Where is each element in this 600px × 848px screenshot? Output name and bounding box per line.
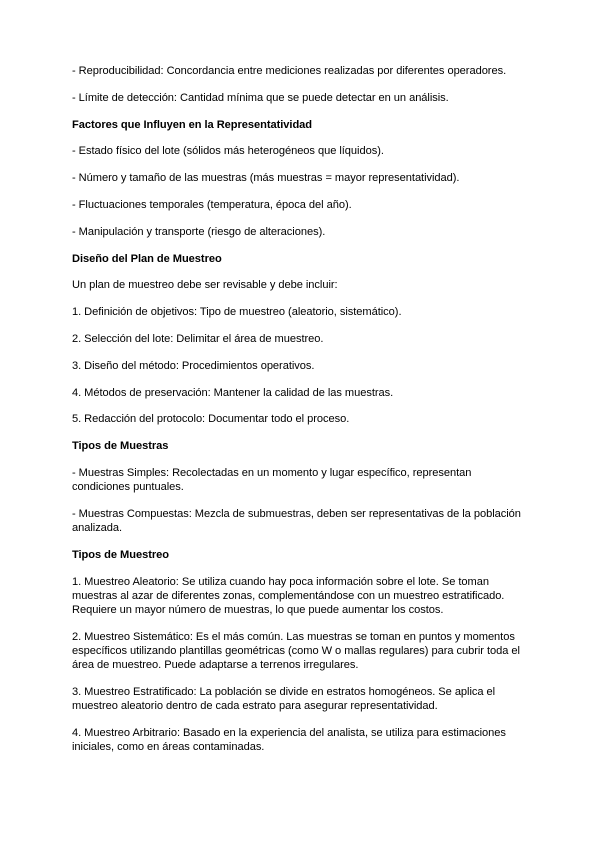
- paragraph-muestras-compuestas: - Muestras Compuestas: Mezcla de submuestras, deben ser representativas de la población analizada.: [72, 507, 521, 535]
- paragraph-muestreo-arbitrario: 4. Muestreo Arbitrario: Basado en la experiencia del analista, se utiliza para estimaciones iniciales, como en áreas contaminadas.: [72, 727, 506, 754]
- heading-diseno-plan: Diseño del Plan de Muestreo: [72, 252, 222, 265]
- paragraph-limite-deteccion: - Límite de detección: Cantidad mínima que se puede detectar en un análisis.: [72, 91, 449, 104]
- paragraph-muestras-simples: - Muestras Simples: Recolectadas en un momento y lugar específico, representan condiciones puntuales.: [72, 466, 472, 494]
- paragraph-manipulacion: - Manipulación y transporte (riesgo de alteraciones).: [72, 225, 326, 238]
- paragraph-fluctuaciones: - Fluctuaciones temporales (temperatura, época del año).: [72, 198, 352, 211]
- paragraph-numero-tamano: - Número y tamaño de las muestras (más muestras = mayor representatividad).: [72, 172, 460, 185]
- heading-tipos-muestras: Tipos de Muestras: [72, 440, 169, 453]
- paragraph-muestreo-estratificado: 3. Muestreo Estratificado: La población se divide en estratos homogéneos. Se aplica el muestreo aleatorio dentro de cada estrato para asegurar representatividad.: [72, 686, 496, 713]
- document-page: [72, 64, 532, 767]
- list-item-preservacion: 4. Métodos de preservación: Mantener la calidad de las muestras.: [72, 386, 394, 399]
- heading-factores-representatividad: Factores que Influyen en la Representatividad: [72, 118, 313, 131]
- paragraph-plan-intro: Un plan de muestreo debe ser revisable y debe incluir:: [72, 279, 338, 292]
- list-item-diseno-metodo: 3. Diseño del método: Procedimientos operativos.: [72, 359, 315, 372]
- paragraph-muestreo-sistematico: 2. Muestreo Sistemático: Es el más común. Las muestras se toman en puntos y momentos específicos utilizando plantillas geométricas (como W o mallas regulares) para cubrir toda el área de muestreo. Puede adaptarse a terrenos irregulares.: [72, 630, 520, 672]
- list-item-objetivos: 1. Definición de objetivos: Tipo de muestreo (aleatorio, sistemático).: [72, 306, 402, 319]
- list-item-protocolo: 5. Redacción del protocolo: Documentar todo el proceso.: [72, 413, 350, 426]
- paragraph-estado-fisico: - Estado físico del lote (sólidos más heterogéneos que líquidos).: [72, 145, 384, 158]
- list-item-seleccion-lote: 2. Selección del lote: Delimitar el área de muestreo.: [72, 332, 324, 345]
- heading-tipos-muestreo: Tipos de Muestreo: [72, 548, 169, 561]
- paragraph-muestreo-aleatorio: 1. Muestreo Aleatorio: Se utiliza cuando hay poca información sobre el lote. Se toman muestras al azar de diferentes zonas, complementándose con un muestreo estratificado. Requiere un mayor número de muestras, lo que puede aumentar los costos.: [72, 575, 505, 617]
- paragraph-reproducibilidad: - Reproducibilidad: Concordancia entre mediciones realizadas por diferentes operadores.: [72, 65, 507, 77]
